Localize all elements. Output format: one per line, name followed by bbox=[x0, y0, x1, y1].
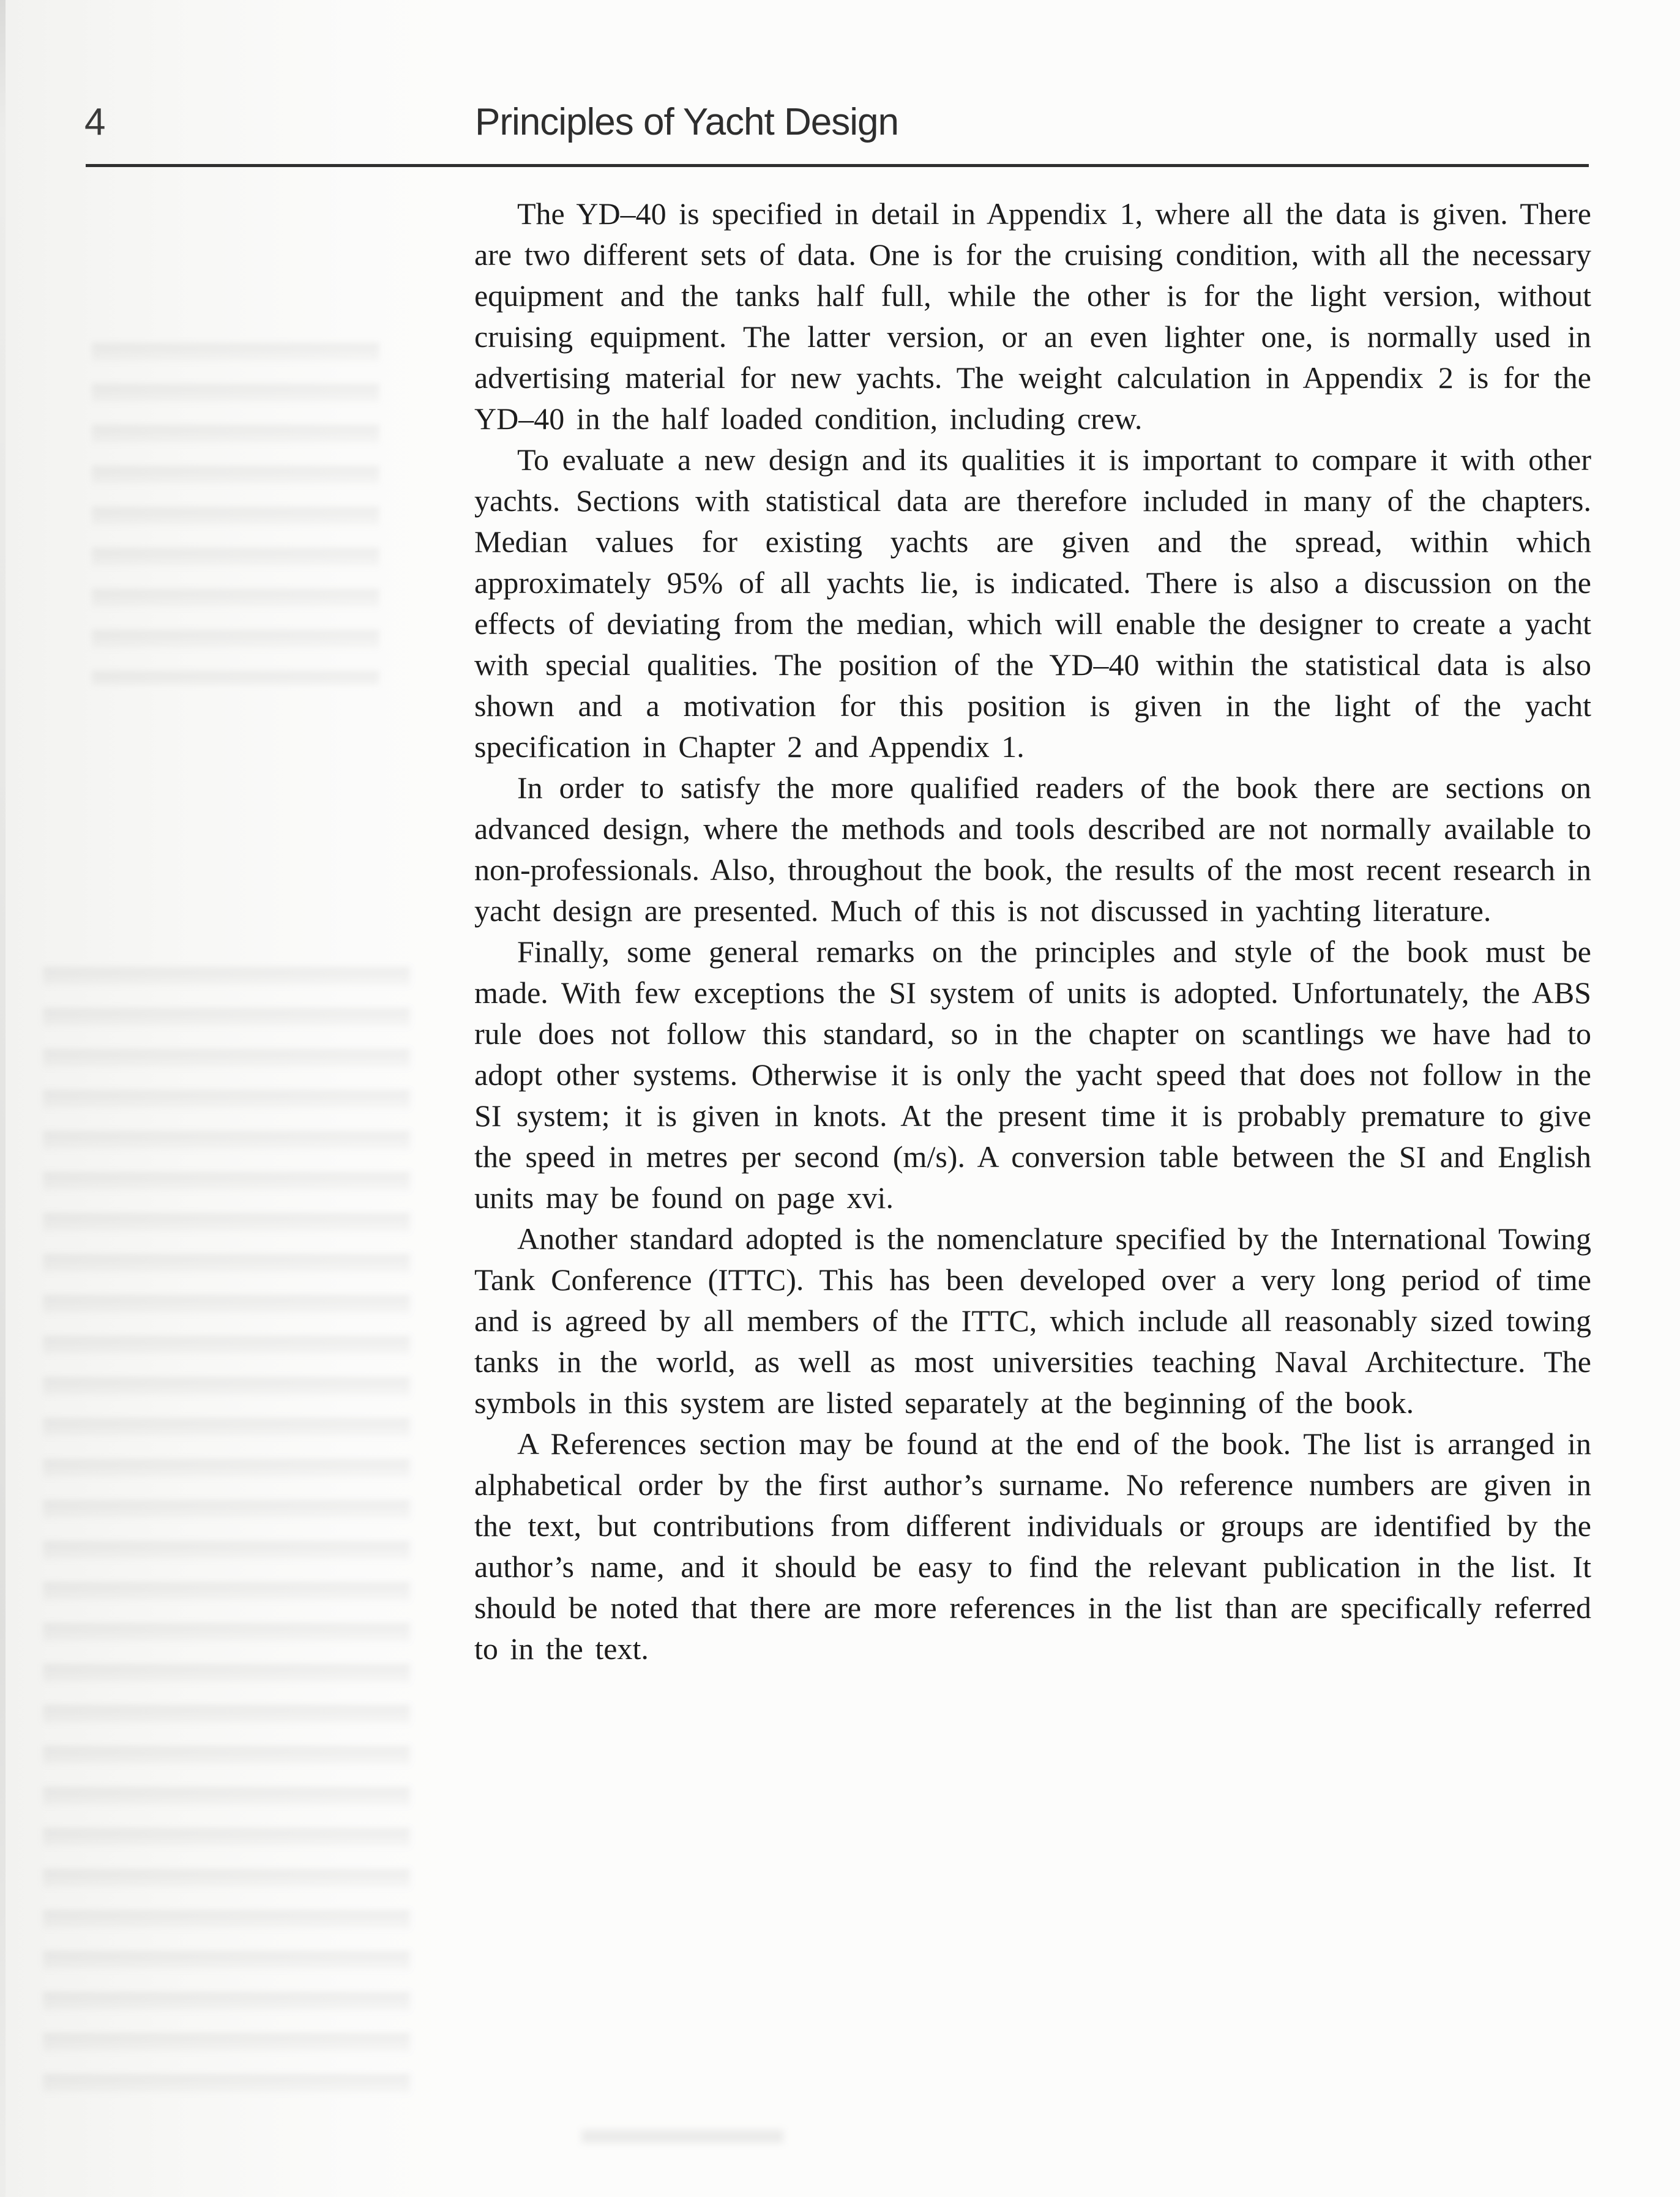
scan-edge-artifact bbox=[0, 0, 6, 2197]
page-number: 4 bbox=[84, 101, 106, 143]
paragraph-2: To evaluate a new design and its qualities it is important to compare it with other yachts. Sections with statistical data are therefore included in many of the chapters. Median values for existing yachts are given and the spread, within which approximately 95% of all yachts lie, is indicated. There is also a discussion on the effects of deviating from the median, which will enable the designer to create a yacht with special qualities. The position of the YD–40 within the statistical data is also shown and a motivation for this position is given in the light of the yacht specification in Chapter 2 and Appendix 1. bbox=[474, 442, 1591, 764]
bleedthrough-artifact-upper bbox=[92, 343, 379, 685]
bleedthrough-artifact-lower bbox=[43, 967, 410, 2099]
paragraph-3: In order to satisfy the more qualified readers of the book there are sections on advanced design, where the methods and tools described are not normally available to non-professionals. Also, throughout the book, the results of the most recent research in yacht design are presented. Much of this is not discussed in yachting literature. bbox=[474, 770, 1591, 928]
bleedthrough-artifact-bottom bbox=[581, 2130, 783, 2143]
paragraph-4: Finally, some general remarks on the principles and style of the book must be made. With few exceptions the SI system of units is adopted. Unfortunately, the ABS rule does not follow this standard, so in the chapter on scantlings we have had to adopt other systems. Otherwise it is only the yacht speed that does not follow in the SI system; it is given in knots. At the present time it is probably premature to give the speed in metres per second (m/s). A conversion table between the SI and English units may be found on page xvi. bbox=[474, 934, 1591, 1215]
body-text bbox=[474, 193, 1591, 1669]
paragraph-1: The YD–40 is specified in detail in Appendix 1, where all the data is given. There are two different sets of data. One is for the cruising condition, with all the necessary equipment and the tanks half full, while the other is for the light version, without cruising equipment. The latter version, or an even lighter one, is normally used in advertising material for new yachts. The weight calculation in Appendix 2 is for the YD–40 in the half loaded condition, including crew. bbox=[474, 196, 1591, 436]
running-title: Principles of Yacht Design bbox=[475, 101, 898, 143]
paragraph-6: A References section may be found at the end of the book. The list is arranged in alphabetical order by the first author’s surname. No reference numbers are given in the text, but contributions from different individuals or groups are identified by the author’s name, and it should be easy to find the relevant publication in the list. It should be noted that there are more references in the list than are specifically referred to in the text. bbox=[474, 1427, 1591, 1666]
paragraph-5: Another standard adopted is the nomenclature specified by the International Towing Tank Conference (ITTC). This has been developed over a very long period of time and is agreed by all members of the ITTC, which include all reasonably sized towing tanks in the world, as well as most universities teaching Naval Architecture. The symbols in this system are listed separately at the beginning of the book. bbox=[474, 1222, 1591, 1420]
header-rule bbox=[86, 164, 1589, 167]
